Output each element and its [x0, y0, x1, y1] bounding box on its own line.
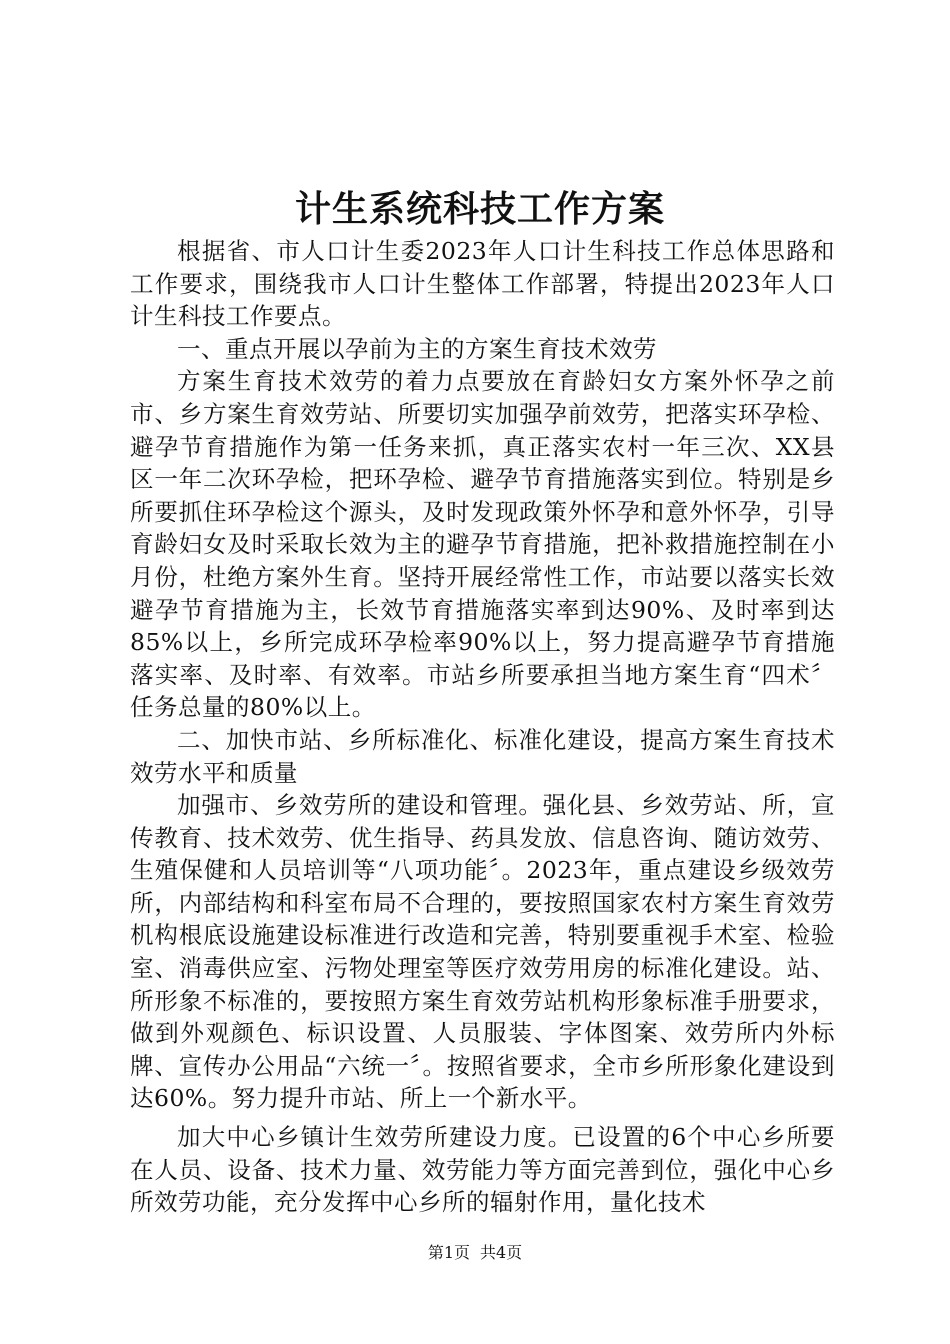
document-body	[130, 235, 835, 1219]
page-number: 第1页	[427, 1243, 470, 1262]
page-footer	[0, 1242, 950, 1264]
paragraph-section-2: 加强市、乡效劳所的建设和管理。强化县、乡效劳站、所，宣传教育、技术效劳、优生指导、药具发放、信息咨询、随访效劳、生殖保健和人员培训等“八项功能〞。2023年，重点建设乡级效劳所，内部结构和科室布局不合理的，要按照国家农村方案生育效劳机构根底设施建设标准进行改造和完善，特别要重视手术室、检验室、消毒供应室、污物处理室等医疗效劳用房的标准化建设。站、所形象不标准的，要按照方案生育效劳站机构形象标准手册要求，做到外观颜色、标识设置、人员服装、字体图案、效劳所内外标牌、宣传办公用品“六统一〞。按照省要求，全市乡所形象化建设到达60%。努力提升市站、所上一个新水平。	[130, 791, 835, 1113]
paragraph-center-towns: 加大中心乡镇计生效劳所建设力度。已设置的6个中心乡所要在人员、设备、技术力量、效劳能力等方面完善到位，强化中心乡所效劳功能，充分发挥中心乡所的辐射作用，量化技术	[130, 1123, 835, 1217]
paragraph-intro: 根据省、市人口计生委2023年人口计生科技工作总体思路和工作要求，围绕我市人口计生整体工作部署，特提出2023年人口计生科技工作要点。	[130, 237, 835, 331]
page-total: 共4页	[480, 1243, 523, 1262]
section-heading-1: 一、重点开展以孕前为主的方案生育技术效劳	[177, 334, 657, 363]
document-title: 计生系统科技工作方案	[294, 188, 665, 230]
section-heading-2: 二、加快市站、乡所标准化、标准化建设，提高方案生育技术效劳水平和质量	[130, 725, 835, 787]
paragraph-section-1: 方案生育技术效劳的着力点要放在育龄妇女方案外怀孕之前市、乡方案生育效劳站、所要切实加强孕前效劳，把落实环孕检、避孕节育措施作为第一任务来抓，真正落实农村一年三次、XX县区一年二次环孕检，把环孕检、避孕节育措施落实到位。特别是乡所要抓住环孕检这个源头，及时发现政策外怀孕和意外怀孕，引导育龄妇女及时采取长效为主的避孕节育措施，把补救措施控制在小月份，杜绝方案外生育。坚持开展经常性工作，市站要以落实长效避孕节育措施为主，长效节育措施落实率到达90%、及时率到达85%以上，乡所完成环孕检率90%以上，努力提高避孕节育措施落实率、及时率、有效率。市站乡所要承担当地方案生育“四术〞任务总量的80%以上。	[130, 367, 835, 722]
